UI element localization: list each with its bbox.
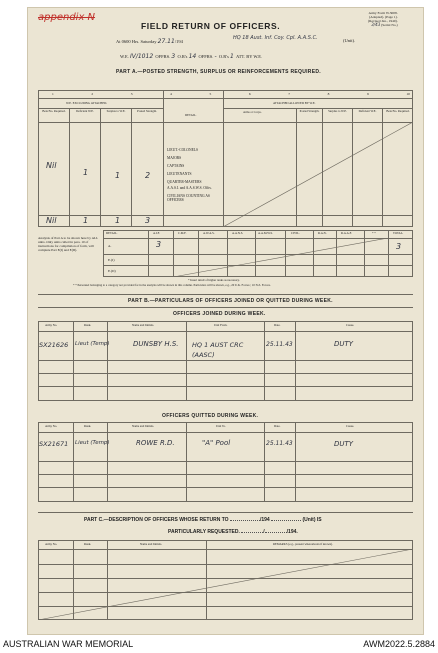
analysis-head: * * xyxy=(372,231,376,235)
rank-label: LIEUTENANTS xyxy=(167,172,192,176)
detail-heading: DETAIL. xyxy=(185,113,197,117)
unit-name: HQ 18 Aust. Inf. Coy. Cpl. A.A.S.C. xyxy=(233,35,318,41)
col-head: Surplus to W.E. xyxy=(106,109,126,113)
col-head: Deficient W.E. xyxy=(76,109,94,113)
total-value: Nil xyxy=(46,216,57,225)
analysis-head: TOTAL. xyxy=(393,231,404,235)
hand-value: 1 xyxy=(83,168,89,177)
offrs2-value: - xyxy=(214,53,217,60)
quitted-date: 25.11.43 xyxy=(266,440,293,447)
analysis-row-label: E.(II) xyxy=(108,269,116,273)
part-c-col: Army No. xyxy=(45,542,58,546)
joined-heading: OFFICERS JOINED DURING WEEK. xyxy=(173,311,266,317)
part-c-text: PART C.—DESCRIPTION OF OFFICERS WHOSE RETURN TO xyxy=(84,517,229,523)
form-ref-line: Army Form W.3008. xyxy=(368,11,398,15)
analysis-total-value: 3 xyxy=(396,242,402,251)
analysis-head: CIVIL. xyxy=(291,231,300,235)
part-c-year: /194 xyxy=(259,517,270,523)
analysis-head: A.I.F. xyxy=(153,231,160,235)
footnote: * Insert detail of higher ranks as necessary. xyxy=(188,278,240,282)
col-num: 6 xyxy=(248,92,251,96)
col-num: 7 xyxy=(288,92,290,96)
col-num: 1 xyxy=(52,92,54,96)
offrs2-label: OFFRS. xyxy=(198,54,214,59)
quitted-unit-to: "A" Pool xyxy=(202,439,231,447)
ors-label: O.R's xyxy=(177,54,188,59)
analysis-note: Analysis of Part A to be shown here by ALL units. Only units called in para. 10 of instructions for compilation of form, will complete Part E(I) and E(II). xyxy=(38,236,99,252)
red-annotation: appendix N xyxy=(38,12,96,23)
part-c-cross-line xyxy=(38,549,413,620)
col-num: 4 xyxy=(170,92,172,96)
quitted-heading: OFFICERS QUITTED DURING WEEK. xyxy=(162,413,259,419)
quitted-col: Name and Initials. xyxy=(132,424,155,428)
at-date: 27.11 xyxy=(157,38,175,45)
ors2-label: O.R's xyxy=(218,54,229,59)
joined-unit-from: HQ 1 AUST CRC (AASC) xyxy=(192,341,244,359)
total-value: 1 xyxy=(83,216,89,225)
field-return-document xyxy=(27,7,424,635)
quitted-col: Army No. xyxy=(45,424,58,428)
joined-col: Army No. xyxy=(45,323,58,327)
col-head: Beta/No. Required. xyxy=(42,109,66,113)
we-label: W.E. xyxy=(120,54,129,59)
at-prefix: At 0600 Hrs. Saturday xyxy=(116,39,157,44)
part-c-unit: (Unit) IS xyxy=(302,517,322,523)
form-reference xyxy=(368,11,398,27)
att-label: ATT. BY W.E. xyxy=(236,54,263,59)
part-a-heading: PART A.—POSTED STRENGTH, SURPLUS OR REINFORCEMENTS REQUIRED. xyxy=(116,69,321,75)
joined-date: 25.11.43 xyxy=(266,341,293,348)
rank-label: QUARTER-MASTERS xyxy=(167,180,202,184)
joined-col: Name and Initials. xyxy=(132,323,155,327)
ors2-value: 1 xyxy=(229,53,234,60)
col-num: 9 xyxy=(367,92,369,96)
analysis-row-label: A. xyxy=(108,244,112,248)
form-ref-line: (Adapted). (Page 1). xyxy=(369,15,398,19)
part-c-line2: PARTICULARLY REQUESTED. / /194. xyxy=(168,529,298,535)
part-c-heading xyxy=(84,517,322,523)
col-head: Posted Strength. xyxy=(137,109,157,113)
quitted-army-no: SX21671 xyxy=(39,440,69,448)
joined-col: Cause. xyxy=(346,323,355,327)
footer-credit: AUSTRALIAN WAR MEMORIAL xyxy=(3,639,134,649)
part-c-col: Name and Initials. xyxy=(140,542,163,546)
part-c-col: REMARKS (e.g., present whereabouts if known). xyxy=(273,542,333,546)
we-line xyxy=(120,53,262,60)
hand-value: 1 xyxy=(115,171,121,180)
rank-label: MAJORS xyxy=(167,156,182,160)
rank-label: LIEUT.-COLONELS xyxy=(167,148,198,152)
offrs-value: 3 xyxy=(171,53,176,60)
analysis-head: DETAIL. xyxy=(106,231,118,235)
part-c-col: Rank. xyxy=(84,542,92,546)
analysis-row-label: E.(I) xyxy=(108,258,115,262)
quitted-table xyxy=(38,422,413,502)
col-head: Arms or Corps. xyxy=(243,110,262,114)
at-line xyxy=(116,38,183,45)
quitted-col: Cause. xyxy=(346,424,355,428)
rank-label: CAPTAINS xyxy=(167,164,185,168)
col-num: 5 xyxy=(209,92,212,96)
quitted-col: Rank. xyxy=(84,424,92,428)
column-numbers xyxy=(52,92,410,96)
rank-label: CIVILIANS COUNTING AS OFFICERS xyxy=(167,194,210,202)
total-value: 3 xyxy=(145,216,151,225)
joined-col: Unit From. xyxy=(214,323,228,327)
att-allowed-heading: ATTACHED ALLOWED BY W.E. xyxy=(273,101,316,105)
joined-name: DUNSBY H.S. xyxy=(133,340,179,348)
unit-label: (Unit). xyxy=(343,38,356,43)
analysis-head: A.W.A.S. xyxy=(203,231,215,235)
form-ref-line: (Serial No.) xyxy=(381,23,398,27)
joined-cause: DUTY xyxy=(334,340,354,348)
cross-out-line xyxy=(223,122,413,227)
analysis-head: C.M.F. xyxy=(178,231,187,235)
ors-value: 14 xyxy=(188,53,197,60)
quitted-cause: DUTY xyxy=(334,440,354,448)
part-b-heading: PART B.—PARTICULARS OF OFFICERS JOINED OR QUITTED DURING WEEK. xyxy=(128,298,333,304)
footer-accession: AWM2022.5.2884 xyxy=(363,639,435,649)
joined-col: Date. xyxy=(274,323,281,327)
hand-value: Nil xyxy=(46,161,57,170)
quitted-rank: Lieut (Temp) xyxy=(75,440,110,446)
rank-list xyxy=(167,146,219,202)
hand-value: 2 xyxy=(145,171,151,180)
footnote: * * Personnel belonging to a category not provided for in the analysis will be shown in this column. Particulars will be shown, e.g., 20 U.K. Forces ; 10 N.Z. Forces. xyxy=(73,283,271,287)
rank-label: A.A.S.I. and A.A.S.W.S. Offrs. xyxy=(167,186,212,190)
at-year: /194 xyxy=(174,39,183,44)
form-ref-line: (Revised Jan., 1940). xyxy=(368,19,398,23)
joined-rank: Lieut (Temp) xyxy=(75,341,110,347)
analysis-head: R.A.N. xyxy=(318,231,327,235)
col-head: Posted Strength. xyxy=(299,109,320,113)
analysis-head: R.A.A.F. xyxy=(341,231,352,235)
col-head: Deficient W.E. xyxy=(358,109,377,113)
quitted-col: Date. xyxy=(274,424,281,428)
analysis-aif-value: 3 xyxy=(156,240,162,249)
col-num: 2 xyxy=(91,92,94,96)
form-title: FIELD RETURN OF OFFICERS. xyxy=(141,21,281,31)
quitted-name: ROWE R.D. xyxy=(136,439,175,447)
we-value: IV/1012 xyxy=(129,53,154,60)
total-value: 1 xyxy=(115,216,121,225)
analysis-head: A.A.N.S. xyxy=(232,231,244,235)
col-head: Surplus to W.E. xyxy=(328,109,347,113)
col-head: Beta/No. Required. xyxy=(386,109,410,113)
joined-col: Rank. xyxy=(84,323,92,327)
analysis-head: A.A.M.W.S. xyxy=(258,231,273,235)
serial-number: 3/43 xyxy=(371,22,381,27)
col-num: 3 xyxy=(130,92,133,96)
part-c-requested: PARTICULARLY REQUESTED. xyxy=(168,529,240,535)
quitted-col: Unit To. xyxy=(216,424,226,428)
col-num: 8 xyxy=(327,92,330,96)
offrs-label: OFFRS. xyxy=(155,54,171,59)
col-num: 10 xyxy=(406,92,410,96)
we-excl-heading: W.E. EXCLUDING ATTACHED. xyxy=(66,101,108,105)
joined-table xyxy=(38,321,413,401)
joined-army-no: SX21626 xyxy=(39,341,69,349)
footer-bar xyxy=(0,637,438,653)
analysis-cross-line xyxy=(173,238,388,277)
